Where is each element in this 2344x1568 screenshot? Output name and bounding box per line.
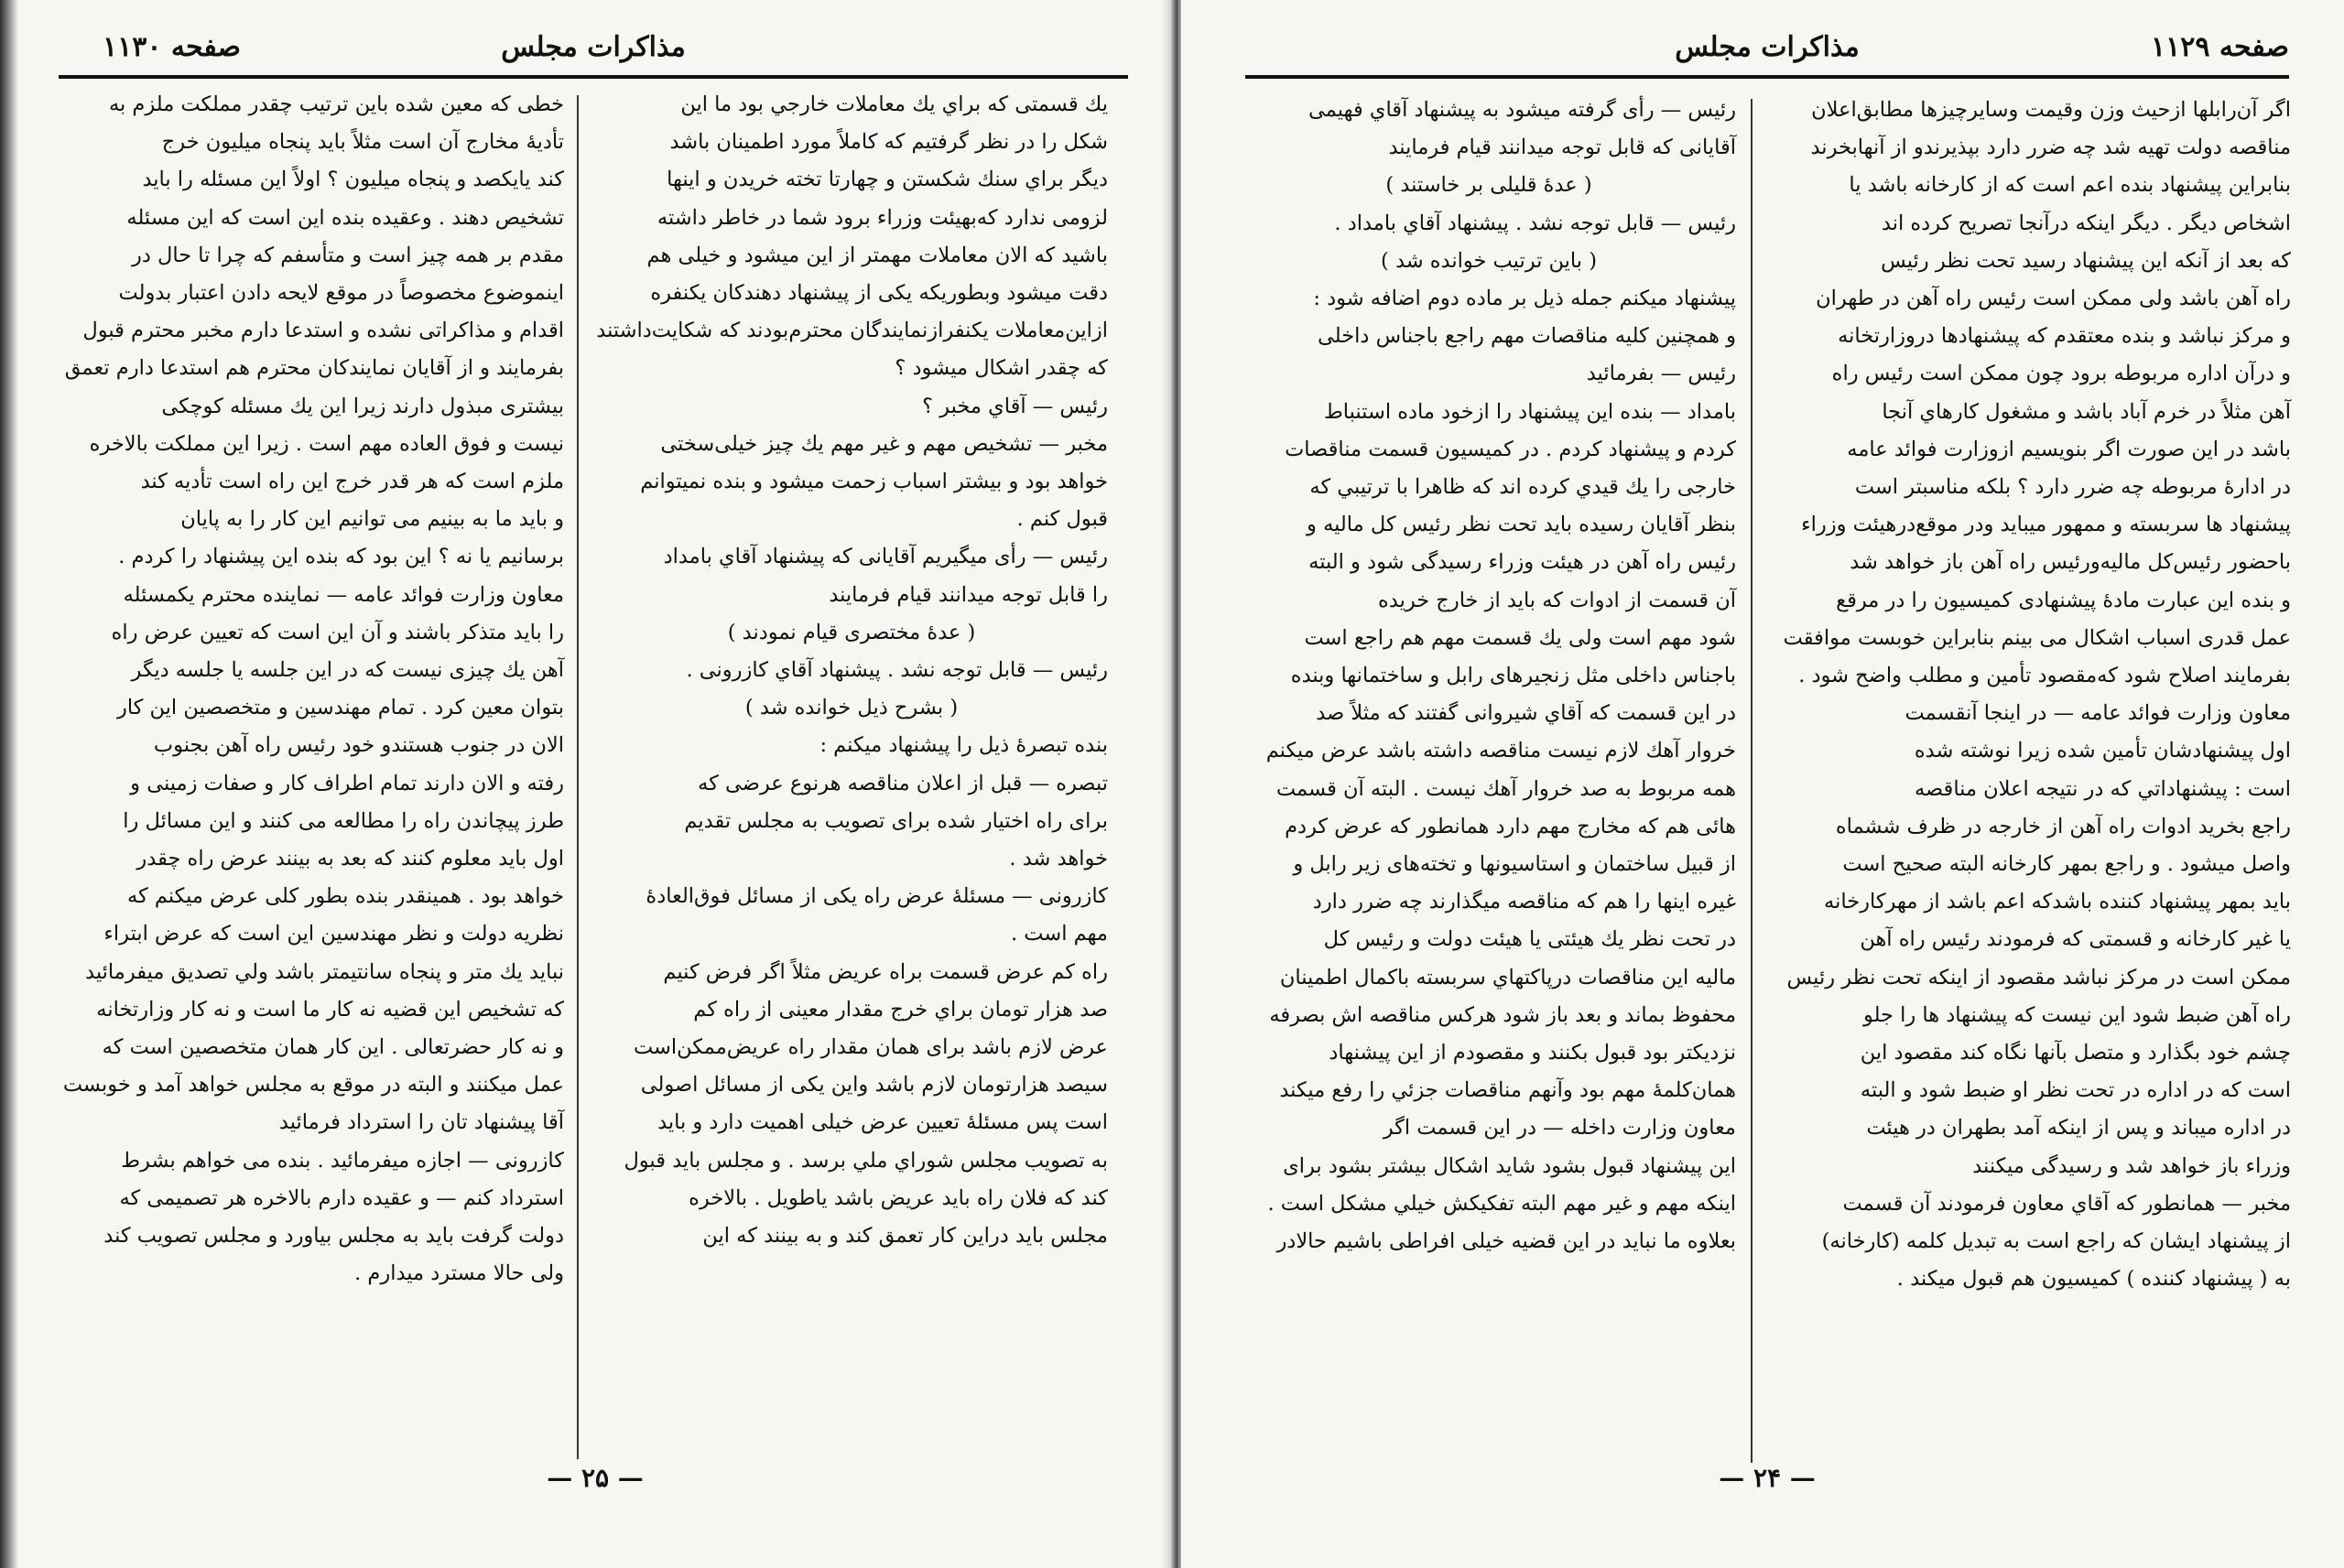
text-line: همان‌كلمهٔ مهم بود وآنهم مناقصات جزئي را رفع میكند (1279, 1078, 1736, 1103)
column-divider (1751, 99, 1753, 1463)
text-line: دیگر براي سنك شكستن و چهارتا تخته خریدن و اینها (667, 168, 1108, 192)
text-line: است : پیشنهاداتي كه در نتیجه اعلان مناقصه (1914, 776, 2291, 801)
text-line: رفته و الان دارند تمام اطراف كار و صفات زمینی و (130, 771, 564, 795)
text-line: آهن مثلاً در خرم آباد باشد و مشغول كارهاي آنجا (1882, 399, 2291, 424)
text-line: نیست و فوق العاده مهم است . زیرا این مملكت بالاخره (89, 431, 564, 456)
text-line: ملزم است كه هر قدر خرج این راه است تأدیه كند (140, 470, 564, 494)
text-line: در این قسمت كه آقاي شیروانی گفتند كه مثلاً صد (1316, 701, 1736, 726)
text-line: راه كم عرض قسمت براه عریض مثلاً اگر فرض كنیم (663, 959, 1108, 984)
text-line: ولی حالا مسترد میدارم . (354, 1261, 564, 1286)
text-line: سیصد هزارتومان لازم باشد واین یكی از مسائل اصولی (640, 1073, 1108, 1098)
text-line: رئیس — قابل توجه نشد . پیشنهاد آقاي كازرونی . (686, 658, 1108, 683)
header-rule (1245, 75, 2289, 79)
text-line: ازاین‌معاملات یكنفرازنمایندگان محترم‌بودند كه شكایت‌داشتند (596, 319, 1108, 343)
text-line: دولت گرفت باید به مجلس بیاورد و مجلس تصویب كند (103, 1224, 564, 1249)
text-line: وزراء باز خواهد شد و رسیدگی میكنند (1972, 1153, 2291, 1178)
text-line: و همچنین كلیه مناقصات مهم راجع باجناس داخلی (1318, 324, 1736, 349)
text-line: خواهد بود و بیشتر اسباب زحمت میشود و بنده نمیتوانم (640, 470, 1108, 494)
text-line: اول پیشنهادشان تأمین شده زیرا نوشته شده (1914, 739, 2291, 763)
text-line: رئیس — قابل توجه نشد . پیشنهاد آقاي بامداد . (1334, 211, 1736, 235)
left-page-header (59, 27, 1128, 79)
header-rule (59, 75, 1128, 79)
text-line: معاون وزارت داخله — در این قسمت اگر (1383, 1116, 1736, 1141)
text-line: كازرونی — مسئلهٔ عرض راه یكی از مسائل فوق‌العادهٔ (646, 884, 1108, 909)
text-line: اینموضوع مخصوصاً در موقع لایحه دادن اعتبار بدولت (118, 281, 564, 306)
text-line: رئیس — رأی گرفته میشود به پیشنهاد آقاي فهیمی (1308, 98, 1736, 122)
text-line: و نه كار حضرتعالی . این كار همان متخصصین است كه (102, 1035, 564, 1060)
page-edge (0, 0, 18, 1568)
text-column-right (595, 86, 1108, 1255)
text-line: خروار آهك لازم نیست مناقصه داشته باشد عرض میكنم (1265, 739, 1736, 763)
right-page (1181, 0, 2344, 1568)
text-line: در تحت نظر یك هیئتی یا هیئت دولت و رئیس كل (1323, 927, 1736, 952)
running-title: مذاكرات مجلس (1675, 31, 1860, 63)
text-line: لزومی ندارد كه‌بهیئت وزراء برود شما در خاطر داشته (657, 205, 1108, 230)
text-line: آن قسمت از ادوات كه باید از خارج خریده (1377, 588, 1736, 612)
text-line: در ادارهٔ مربوطه چه ضرر دارد ؟ بلكه مناسبتر است (1854, 475, 2291, 500)
text-line: بنظر آقایان رسیده باید تحت نظر رئیس كل مالیه و (1307, 513, 1736, 537)
text-line: باشید كه الان معاملات مهمتر از این میشود و خیلی هم (646, 243, 1108, 267)
right-page-header (1245, 27, 2289, 79)
text-line: رئیس — آقاي مخبر ؟ (922, 394, 1108, 418)
text-line: است پس مسئلهٔ تعیین عرض خیلی اهمیت دارد و باید (657, 1110, 1108, 1135)
text-line: الان در جنوب هستندو خود رئیس راه آهن بجنوب (153, 733, 564, 758)
text-line: پیشنهاد میكنم جمله ذیل بر ماده دوم اضافه شود : (1313, 287, 1736, 311)
text-line: چشم خود بگذارد و متصل بآنها نگاه كند مقصود این (1860, 1041, 2291, 1065)
text-line: مخبر — همانطور كه آقاي معاون فرمودند آن قسمت (1842, 1191, 2291, 1216)
running-title: مذاكرات مجلس (501, 31, 686, 63)
text-line: هائی هم كه مخارج مهم دارد همانطور كه عرض كردم (1285, 814, 1736, 838)
text-line: اول باید معلوم كنند كه بعد به بینند عرض راه چقدر (136, 847, 564, 871)
text-line: ( بشرح ذیل خوانده شد ) (744, 696, 959, 720)
text-line: كند یایكصد و پنجاه میلیون ؟ اولاً این مسئله را باید (142, 168, 564, 192)
text-line: بتوان معین كرد . تمام مهندسین و متخصصین این كار (116, 696, 564, 720)
text-line: رئیس — رأی میگیریم آقایانی كه پیشنهاد آقاي بامداد (663, 545, 1108, 569)
text-line: مخبر — تشخیص مهم و غیر مهم یك چیز خیلی‌سختی (660, 431, 1108, 456)
page-folio: — ۲۴ — (1719, 1463, 1816, 1493)
text-line: و درآن اداره مربوطه برود چون ممكن است رئیس راه (1831, 362, 2291, 386)
text-line: برای راه اختیار شده برای تصویب به مجلس تقدیم (684, 808, 1108, 833)
text-line: كه بعد از آنكه این پیشنهاد رسید تحت نظر رئیس (1881, 248, 2291, 273)
text-line: این پیشنهاد قبول بشود شاید اشكال بیشتر بشود برای (1283, 1153, 1736, 1178)
text-line: خارجی را یك قیدي كرده اند كه ظاهرا با ترتیبي كه (1309, 475, 1736, 500)
text-line: بیشتری مبذول دارند زیرا این یك مسئله كوچكی (161, 394, 564, 418)
text-line: خواهد بود . همینقدر بنده بطور كلی عرض میكنم كه (126, 884, 564, 909)
text-line: تأدیهٔ مخارج آن است مثلاً باید پنجاه میلیون خرج (161, 130, 564, 155)
text-column-left (60, 86, 564, 1293)
text-line: آهن یك چیزی نیست كه در این جلسه یا جلسه دیگر (131, 658, 564, 683)
text-line: راجع بخرید ادوات راه آهن از خارجه در ظرف ششماه (1835, 814, 2291, 838)
text-line: بنابراین پیشنهاد بنده اعم است كه از كارخانه باشد یا (1849, 173, 2291, 198)
text-line: كردم و پیشنهاد كردم . در كمیسیون قسمت مناقصات (1285, 437, 1736, 461)
text-line: كازرونی — اجازه میفرمائید . بنده می خواهم بشرط (121, 1148, 564, 1173)
text-line: رئیس — بفرمائید (1586, 362, 1736, 386)
text-line: اگر آن‌رابلها ازحیث وزن وقیمت وسایرچیزها مطابق‌اعلان (1811, 98, 2291, 122)
text-line: از قبیل ساختمان و استاسیونها و تخته‌های زیر رابل و (1293, 852, 1736, 877)
text-line: مالیه این مناقصات درپاكتهاي سربسته باكمال اطمینان (1279, 965, 1736, 989)
text-line: طرز پیچاندن راه را مطالعه می كنند و این مسائل را (123, 808, 564, 833)
text-line: را قابل توجه میدانند قیام فرمایند (829, 582, 1108, 607)
text-line: بفرمایند و از آقایان نمایندكان محترم هم استدعا دارم تعمق (64, 356, 564, 381)
text-line: كه چقدر اشكال میشود ؟ (895, 356, 1108, 381)
text-line: عرض لازم باشد برای همان مقدار راه عریض‌ممكن‌است (633, 1035, 1108, 1060)
text-line: باشد در این صورت اگر بنویسیم ازوزارت فوائد عامه (1847, 437, 2291, 461)
text-line: است كه در اداره در تحت نظر او ضبط شود و البته (1860, 1078, 2291, 1103)
text-line: كه تشخیص این قضیه نه كار ما است و نه كار وزارتخانه (96, 997, 564, 1022)
column-divider (577, 95, 579, 1459)
text-line: باجناس داخلی مثل زنجیرهای رابل و ساختمانها وبنده (1290, 664, 1736, 688)
text-line: مجلس باید دراین كار تعمق كند و به بینند كه این (702, 1224, 1108, 1249)
text-line: غیره اینها را هم كه مناقصه میگذارند چه ضرر دارد (1312, 890, 1736, 914)
text-column-right (1769, 92, 2291, 1299)
text-line: همه مربوط به صد خروار آهك نیست . البته آن قسمت (1275, 776, 1736, 801)
text-line: باید بمهر پیشنهاد كننده باشدكه اعم باشد از مهركارخانه (1824, 890, 2291, 914)
page-folio: — ۲۵ — (547, 1463, 644, 1493)
text-line: نظریه دولت و نظر مهندسین این است كه عرض ابتراء (103, 922, 564, 946)
text-line: را باید متذكر باشند و آن این است كه تعیین عرض راه (111, 620, 564, 644)
text-line: كند كه فلان راه باید عریض باشد یاطویل . بالاخره (689, 1185, 1108, 1210)
text-line: معاون وزارت فوائد عامه — در اینجا آنقسمت (1904, 701, 2291, 726)
text-line: بعلاوه ما نباید در این قضیه خیلی افراطی باشیم حالادر (1276, 1229, 1736, 1254)
text-line: در اداره میباند و پس از اینكه آمد بطهران در هیئت (1866, 1116, 2291, 1141)
text-line: دقت میشود وبطوریكه یكی از پیشنهاد دهندكان یكنفره (650, 281, 1108, 306)
text-line: بفرمایند اصلاح شود كه‌مقصود تأمین و مطلب واضح شود . (1798, 664, 2291, 688)
text-line: نباید یك متر و پنجاه سانتیمتر باشد ولي تصدیق میفرمائید (85, 959, 564, 984)
text-line: ( عدهٔ قلیلی بر خاستند ) (1385, 173, 1592, 198)
text-line: عمل میكنند و البته در موقع به مجلس خواهد آمد و خوبست (62, 1073, 564, 1098)
text-line: به تصویب مجلس شوراي ملي برسد . و مجلس باید قبول (624, 1148, 1108, 1173)
text-line: صد هزار تومان براي خرج مقدار معینی از راه كم (693, 997, 1108, 1022)
text-line: پیشنهاد ها سربسته و ممهور میباید ودر موقع‌درهیئت وزراء (1801, 513, 2291, 537)
text-line: ممكن است در مركز نباشد مقصود از اینكه تحت نظر رئیس (1786, 965, 2291, 989)
text-line: معاون وزارت فوائد عامه — نماینده محترم یكمسئله (123, 582, 564, 607)
text-line: راه آهن باشد ولی ممكن است رئیس راه آهن در طهران (1816, 287, 2291, 311)
text-line: ( عدهٔ مختصری قیام نمودند ) (727, 620, 976, 644)
text-line: نزدیكتر بود قبول بكنند و مقصودم از این پیشنهاد (1329, 1041, 1736, 1065)
text-line: ( باین ترتیب خوانده شد ) (1381, 248, 1597, 273)
page-number-label: صفحه ۱۱۲۹ (2151, 31, 2289, 63)
text-line: یك قسمتی كه براي یك معاملات خارجي بود ما این (680, 92, 1108, 116)
text-line: و مركز نباشد و بنده معتقدم كه پیشنهادها دروزارتخانه (1838, 324, 2291, 349)
text-line: قبول كنم . (1016, 507, 1108, 532)
text-line: مناقصه دولت تهیه شد چه ضرر دارد بپذیرندو از آنهابخرند (1810, 135, 2291, 160)
text-line: یا غیر كارخانه و قسمتی كه فرمودند رئیس راه آهن (1860, 927, 2291, 952)
text-line: از پیشنهاد ایشان كه راجع است به تبدیل كلمه (كارخانه) (1821, 1229, 2291, 1254)
text-line: باحضور رئیس‌كل مالیه‌ورئیس راه آهن باز خواهد شد (1850, 550, 2291, 575)
page-number-label: صفحه ۱۱۳۰ (103, 31, 241, 63)
text-line: بنده تبصرهٔ ذیل را پیشنهاد میكنم : (819, 733, 1108, 758)
text-line: محفوظ بماند و بعد باز شود هركس مناقصه اش بصرفه (1269, 1002, 1736, 1027)
text-line: مقدم بر همه چیز است و متأسفم كه چرا تا حال در (131, 243, 564, 267)
text-line: و بنده این عبارت مادهٔ پیشنهادی كمیسیون را در مرقع (1836, 588, 2291, 612)
text-line: اقدام و مذاكراتی نشده و استدعا دارم مخبر محترم قبول (82, 319, 564, 343)
text-line: اینكه مهم و غیر مهم البته تفكیكش خیلي مشكل است . (1267, 1191, 1736, 1216)
text-line: خطی كه معین شده باین ترتیب چقدر مملكت ملزم به (108, 92, 564, 116)
text-line: استرداد كنم — و عقیده دارم بالاخره هر تصمیمی كه (119, 1185, 564, 1210)
text-line: بامداد — بنده این پیشنهاد را ازخود ماده استنباط (1323, 399, 1736, 424)
text-line: به ( پیشنهاد كننده ) كمیسیون هم قبول میكند . (1896, 1267, 2291, 1292)
text-line: و باید ما به بینیم می توانیم این كار را به پایان (180, 507, 564, 532)
text-line: اشخاص دیگر . دیگر اینكه درآنجا تصریح كرده اند (1881, 211, 2291, 235)
text-line: برسانیم یا نه ؟ این بود كه بنده این پیشنهاد را كردم . (118, 545, 564, 569)
text-line: خواهد شد . (1009, 847, 1108, 871)
text-line: راه آهن ضبط شود این نیست كه پیشنهاد ها را جلو (1862, 1002, 2291, 1027)
text-line: آقا پیشنهاد تان را استرداد فرمائید (278, 1110, 564, 1135)
text-line: تشخیص دهند . وعقیده بنده این است كه این مسئله (126, 205, 564, 230)
text-line: آقایانی كه قابل توجه میدانند قیام فرمایند (1388, 135, 1736, 160)
text-line: عمل قدری اسباب اشكال می بینم بنابراین خوبست موافقت (1783, 625, 2291, 650)
text-line: شكل را در نظر گرفتیم كه كاملاً مورد اطمینان باشد (669, 130, 1108, 155)
text-line: تبصره — قبل از اعلان مناقصه هرنوع عرضی كه (698, 771, 1108, 795)
text-column-left (1242, 92, 1736, 1260)
text-line: واصل میشود . و راجع بمهر كارخانه البته صحیح است (1842, 852, 2291, 877)
text-line: شود مهم است ولی یك قسمت مهم هم راجع است (1304, 625, 1736, 650)
text-line: رئیس راه آهن در هیئت وزراء رسیدگی شود و البته (1308, 550, 1736, 575)
text-line: مهم است . (1010, 922, 1108, 946)
